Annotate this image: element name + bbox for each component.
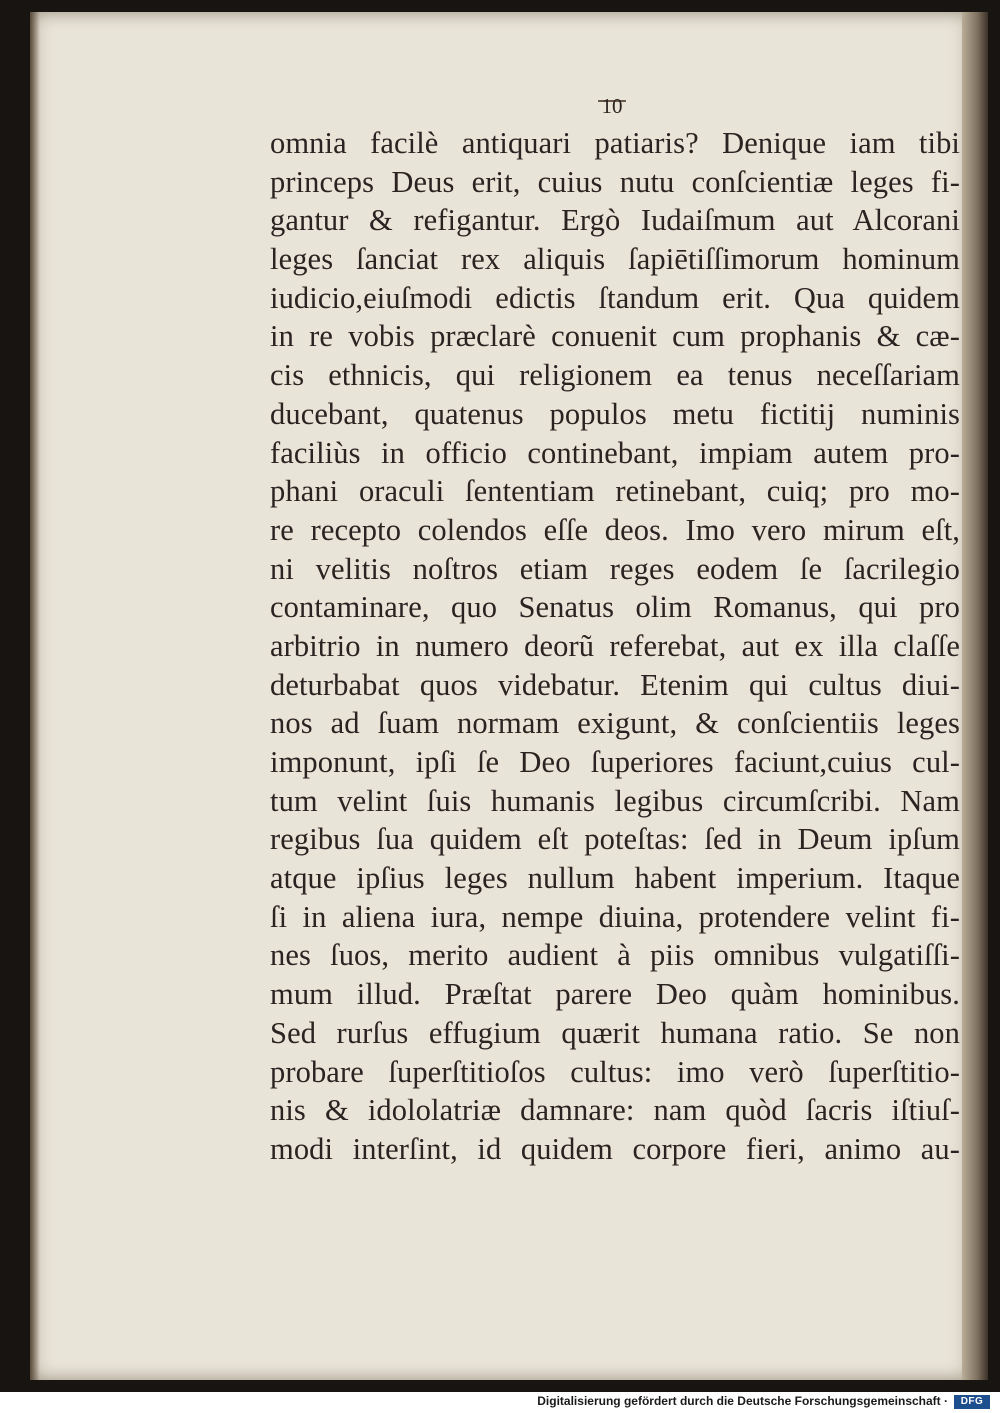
- page-edge: [962, 12, 988, 1380]
- text-line: modi interſint, id quidem corpore fieri, animo au-: [270, 1131, 960, 1166]
- text-line: omnia facilè antiquari patiaris? Denique iam tibi: [270, 126, 960, 160]
- footer-bar: [0, 1392, 1000, 1413]
- text-line: probare ſuperſtitioſos cultus: imo verò ſuperſtitio-: [270, 1054, 960, 1089]
- page-gutter-shadow: [30, 12, 40, 1380]
- funding-credit: Digitalisierung gefördert durch die Deutsche Forschungsgemeinschaft ·: [537, 1394, 948, 1408]
- text-line: cis ethnicis, qui religionem ea tenus neceſſariam: [270, 358, 960, 393]
- text-line: leges ſanciat rex aliquis ſapiētiſſimorum hominum: [270, 242, 960, 277]
- text-line: deturbabat quos videbatur. Etenim qui cultus diui-: [270, 667, 960, 702]
- text-line: in re vobis præclarè conuenit cum prophanis & cæ-: [270, 319, 960, 354]
- text-line: iudicio,eiuſmodi edictis ſtandum erit. Qua quidem: [270, 280, 960, 315]
- text-line: Sed rurſus effugium quærit humana ratio. Se non: [270, 1015, 960, 1050]
- text-line: mum illud. Præſtat parere Deo quàm hominibus.: [270, 977, 960, 1012]
- text-line: ducebant, quatenus populos metu fictitij numinis: [270, 396, 960, 431]
- text-line: nos ad ſuam normam exigunt, & conſcientiis leges: [270, 706, 960, 741]
- text-line: gantur & refigantur. Ergò Iudaiſmum aut Alcorani: [270, 203, 960, 238]
- page-number: 10: [601, 94, 623, 118]
- text-line: phani oraculi ſententiam retinebant, cuiq; pro mo-: [270, 474, 960, 509]
- text-line: arbitrio in numero deorũ referebat, aut ex illa claſſe: [270, 628, 960, 663]
- text-line: atque ipſius leges nullum habent imperium. Itaque: [270, 861, 960, 896]
- text-line: princeps Deus erit, cuius nutu conſcientiæ leges fi-: [270, 164, 960, 199]
- text-line: tum velint ſuis humanis legibus circumſcribi. Nam: [270, 783, 960, 818]
- text-line: ni velitis noſtros etiam reges eodem ſe ſacrilegio: [270, 551, 960, 586]
- text-line: ſi in aliena iura, nempe diuina, protendere velint fi-: [270, 899, 960, 934]
- body-text: [270, 124, 960, 1169]
- text-line: nes ſuos, merito audient à piis omnibus vulgatiſſi-: [270, 938, 960, 973]
- text-line: regibus ſua quidem eſt poteſtas: ſed in Deum ipſum: [270, 822, 960, 857]
- text-line: contaminare, quo Senatus olim Romanus, qui pro: [270, 590, 960, 625]
- dfg-logo[interactable]: DFG: [954, 1395, 990, 1409]
- text-line: re recepto colendos eſſe deos. Imo vero mirum eſt,: [270, 512, 960, 547]
- text-line: nis & idololatriæ damnare: nam quòd ſacris iſtiuſ-: [270, 1093, 960, 1128]
- text-line: faciliùs in officio continebant, impiam autem pro-: [270, 435, 960, 470]
- text-line: imponunt, ipſi ſe Deo ſuperiores faciunt,cuius cul-: [270, 745, 960, 779]
